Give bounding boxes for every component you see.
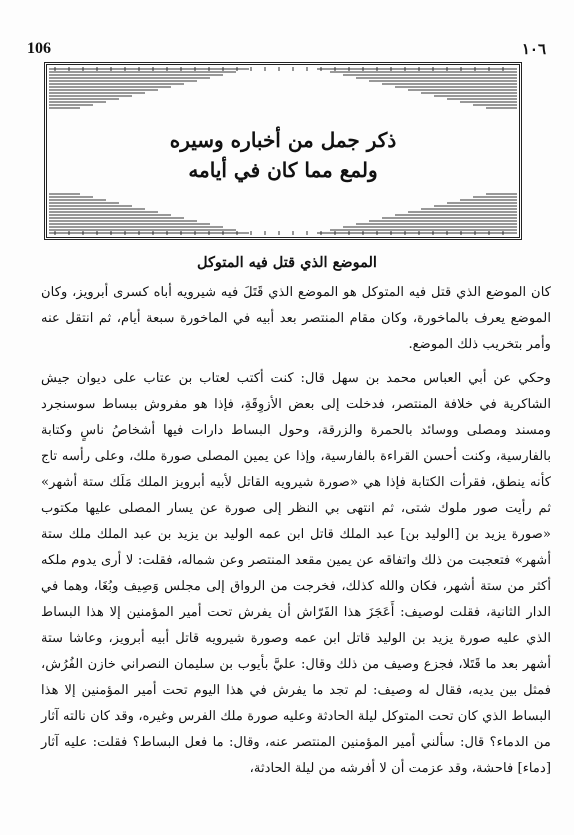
chapter-title <box>47 125 519 185</box>
chapter-title-line1: ذكر جمل من أخباره وسيره <box>169 128 397 152</box>
page-number-arabic: ١٠٦ <box>521 40 546 58</box>
paragraph-text: كان الموضع الذي قتل فيه المتوكل هو الموضع الذي قَتَلَ فيه شيرويه أباه كسرى أبرويز، وكان الموضع يعرف بالماخورة، وكان مقام المنتصر بعد أبيه في الماخورة سبعة أيام، ثم انتقل عنه وأمر بتخريب ذلك الموضع. <box>41 285 551 352</box>
chapter-title-line2: ولمع مما كان في أيامه <box>188 158 378 182</box>
page-number-latin: 106 <box>27 40 51 57</box>
paragraph-text: وحكي عن أبي العباس محمد بن سهل قال: كنت أكتب لعتاب بن عتاب على ديوان جيش الشاكرية في خلافة المنتصر، فدخلت إلى بعض الأزوِقَةِ، فإذا هو مفروش ببساط سوسنجرد ومسند ومصلى ووسائد بالحمرة والزرقة، وحول البساط دارات فيها أشخاصُ ناسٍ وكتابة بالفارسية، وكنت أحسن القراءة بالفارسية، وإذا عن يمين المصلى صورة ملك، وعلى رأسه تاج كأنه ينطق، فقرأت الكتابة فإذا هي «صورة شيرويه القاتل لأبيه أبرويز الملك مَلَك ستة أشهر» ثم رأيت صور ملوك شتى، ثم انتهى بي النظر إلى صورة عن يسار المصلى عليها مكتوب «صورة يزيد بن [الوليد بن] عبد الملك قاتل ابن عمه الوليد بن يزيد بن عبد الملك ملك ستة أشهر» فتعجبت من ذلك واتفاقه عن يمين مقعد المنتصر وعن شماله، فقلت: لا أرى يدوم ملكه أكثر من ستة أشهر، فكان والله كذلك، فخرجت من الرواق إلى مجلس وَصِيف وبُغَا، وهما في الدار الثانية، فقلت لوصيف: أَعَجَزَ هذا الفَرّاش أن يفرش تحت أمير المؤمنين إلا هذا البساط الذي عليه صورة يزيد بن الوليد قاتل ابن عمه وصورة شيرويه قاتل أبيه أبرويز، وعاشا ستة أشهر بعد ما قَتَلا، فجزع وصيف من ذلك وقال: عليَّ بأيوب بن سليمان النصراني خازن الفُرُش، فمثل بين يديه، فقال له وصيف: لم تجد ما يفرش في هذا اليوم تحت أمير المؤمنين إلا هذا البساط الذي كان تحت المتوكل ليلة الحادثة وعليه صورة ملك الفرس وغيره، وقد كان نالته آثار من الدماء؟ قال: سألني أمير المؤمنين المنتصر عنه، وقال: ما فعل البساط؟ فقلت: عليه آثار [دماء] فاحشة، وقد عزمت أن لا أفرشه من ليلة الحادثة، <box>41 371 551 776</box>
section-heading: الموضع الذي قتل فيه المتوكل <box>197 254 377 271</box>
body-paragraph-2 <box>41 366 551 782</box>
chapter-title-frame <box>44 62 522 240</box>
body-paragraph-1 <box>41 280 551 358</box>
